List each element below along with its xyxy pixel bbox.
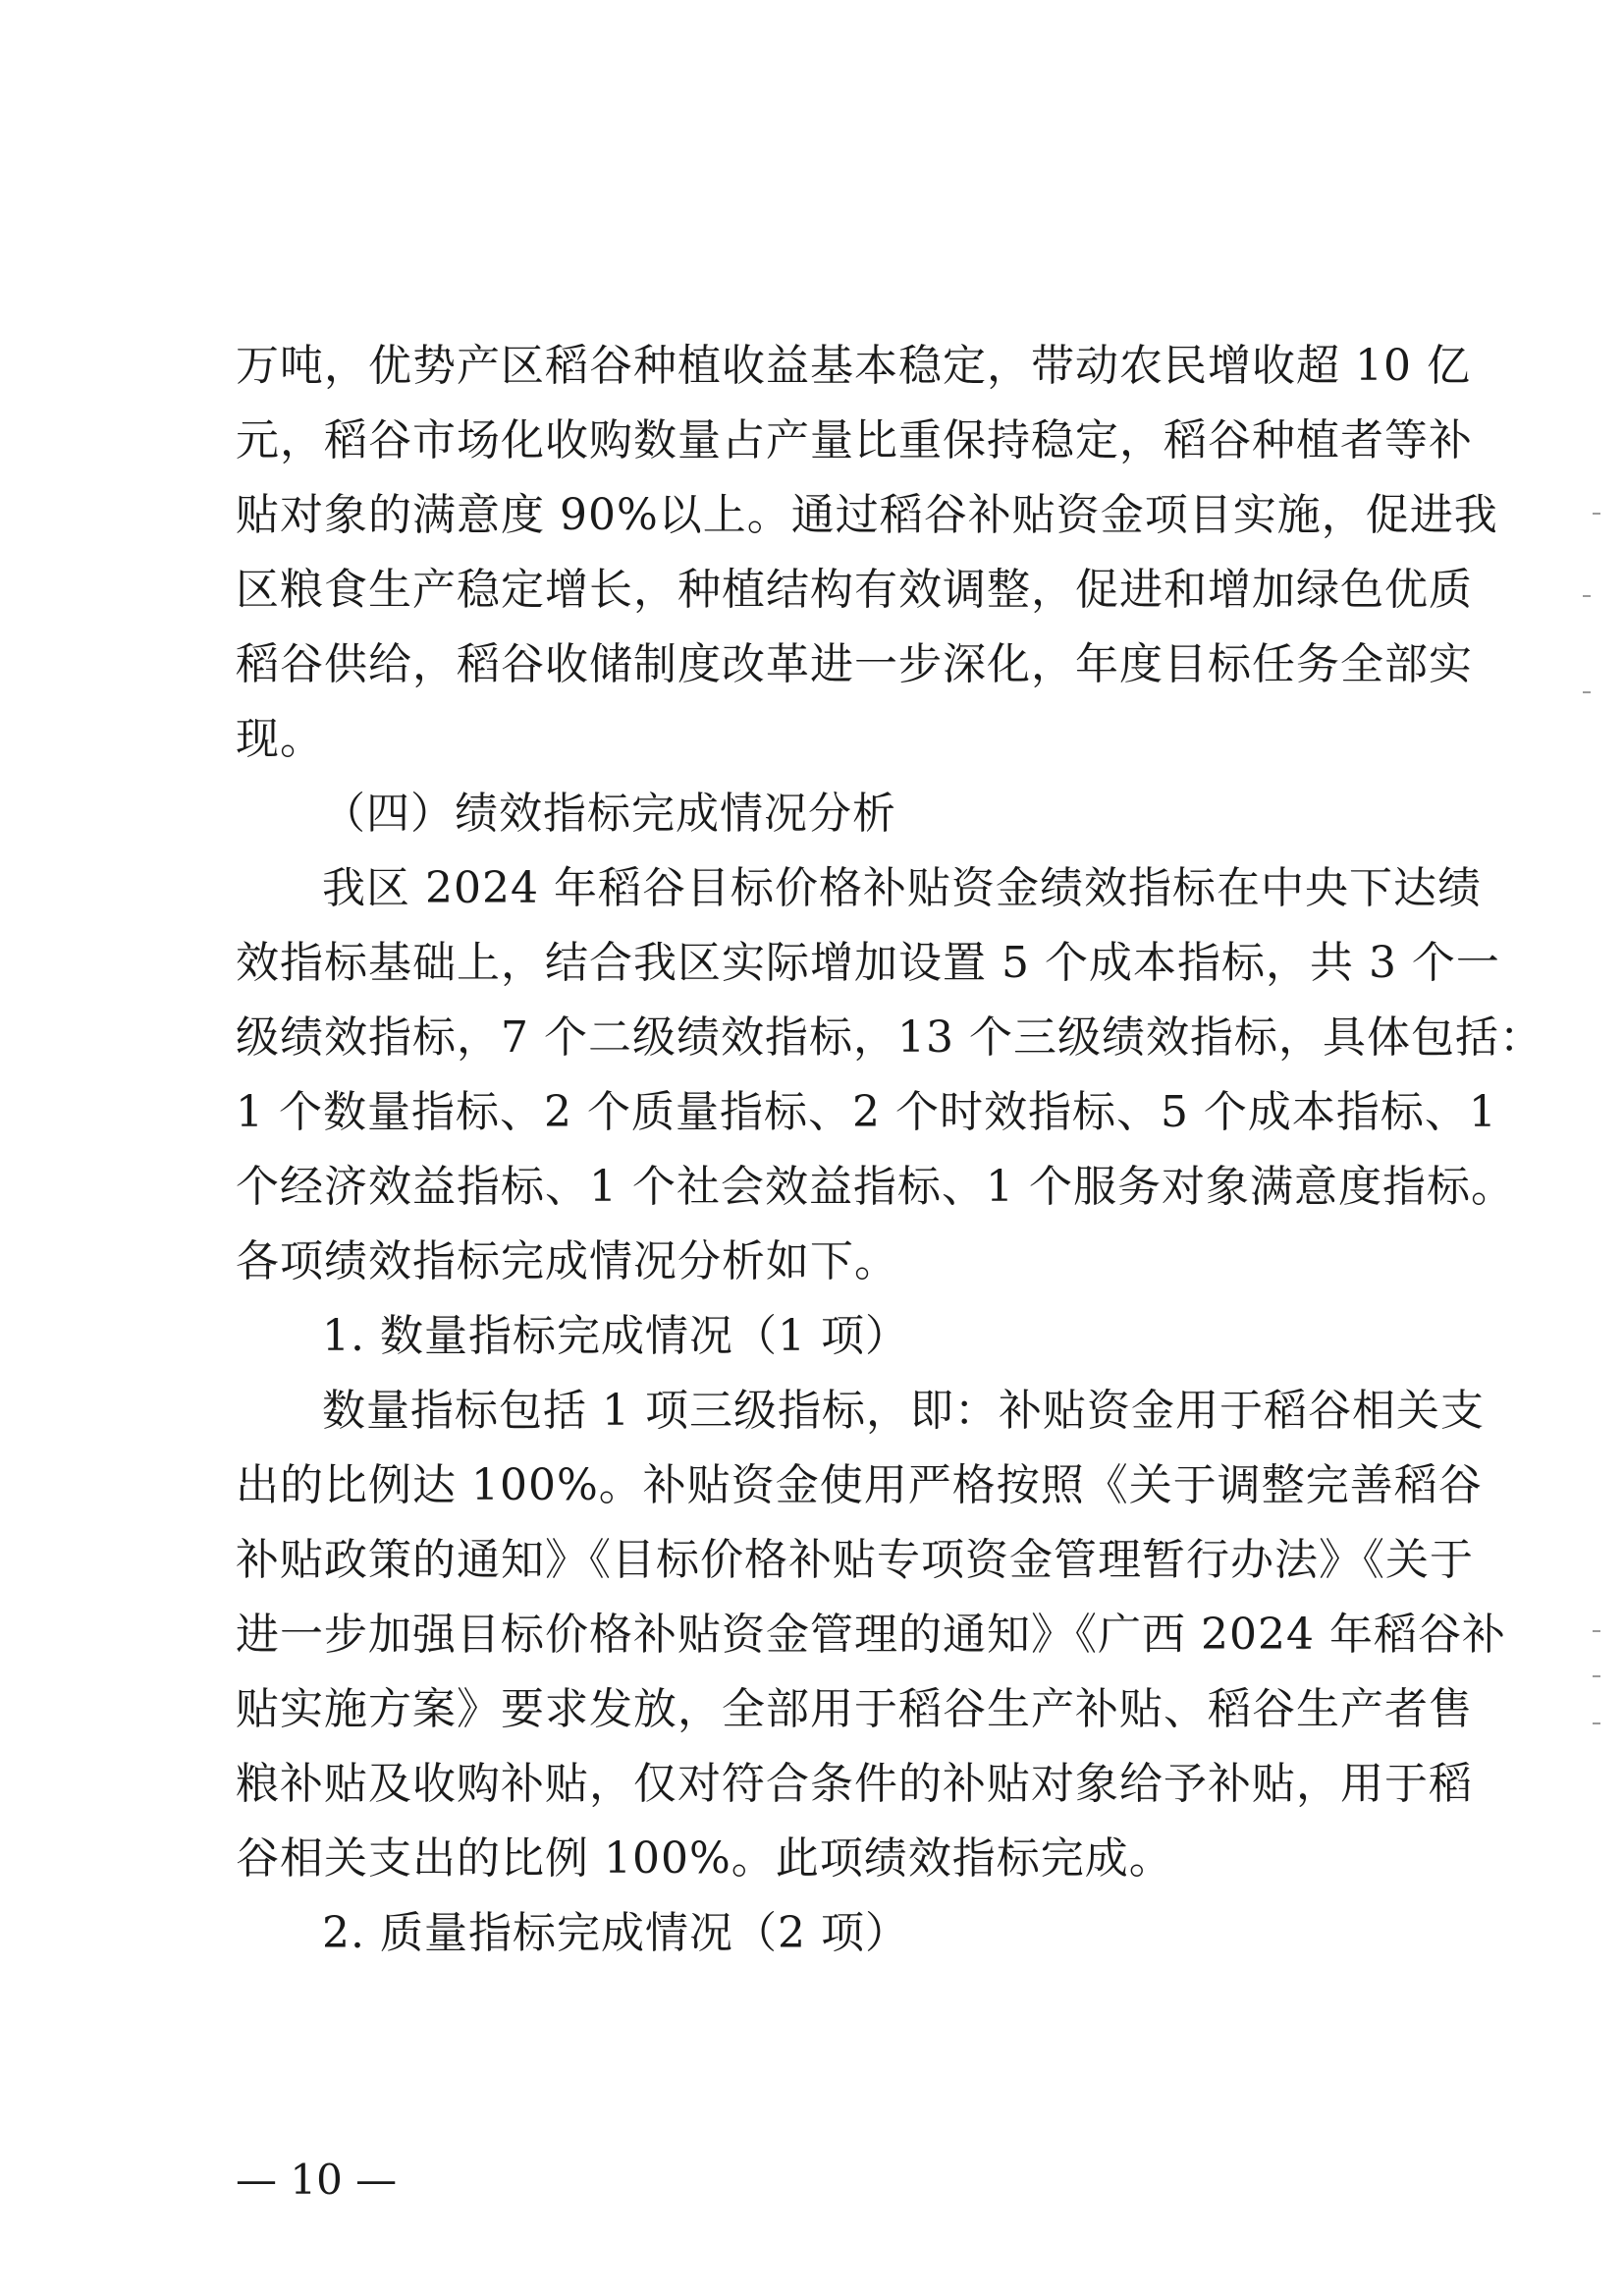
paragraph-line: 万吨，优势产区稻谷种植收益基本稳定，带动农民增收超 10 亿 xyxy=(236,341,1471,391)
scan-mark xyxy=(1583,595,1591,597)
paragraph-line: 各项绩效指标完成情况分析如下。 xyxy=(236,1236,898,1286)
paragraph-line: 效指标基础上，结合我区实际增加设置 5 个成本指标，共 3 个一 xyxy=(236,938,1500,988)
paragraph-line: 数量指标包括 1 项三级指标，即：补贴资金用于稻谷相关支 xyxy=(322,1386,1485,1436)
paragraph-line: 进一步加强目标价格补贴资金管理的通知》《广西 2024 年稻谷补 xyxy=(236,1610,1506,1660)
paragraph-line: 谷相关支出的比例 100%。此项绩效指标完成。 xyxy=(236,1833,1173,1884)
paragraph-line: 区粮食生产稳定增长，种植结构有效调整，促进和增加绿色优质 xyxy=(236,565,1473,615)
paragraph-line: 出的比例达 100%。补贴资金使用严格按照《关于调整完善稻谷 xyxy=(236,1460,1483,1510)
paragraph-line: 我区 2024 年稻谷目标价格补贴资金绩效指标在中央下达绩 xyxy=(322,863,1482,913)
scan-mark xyxy=(1583,691,1591,693)
paragraph-line: 粮补贴及收购补贴，仅对符合条件的补贴对象给予补贴，用于稻 xyxy=(236,1759,1473,1809)
paragraph-line: 个经济效益指标、1 个社会效益指标、1 个服务对象满意度指标。 xyxy=(236,1162,1515,1212)
scan-mark xyxy=(1593,513,1600,515)
section-heading: （四）绩效指标完成情况分析 xyxy=(322,789,896,839)
paragraph-line: 现。 xyxy=(236,714,324,764)
paragraph-line: 补贴政策的通知》《目标价格补贴专项资金管理暂行办法》《关于 xyxy=(236,1535,1474,1585)
scan-mark xyxy=(1593,1630,1600,1632)
scan-mark xyxy=(1593,1722,1600,1724)
scan-mark xyxy=(1593,1675,1600,1677)
paragraph-line: 1 个数量指标、2 个质量指标、2 个时效指标、5 个成本指标、1 xyxy=(236,1087,1497,1137)
subsection-heading: 2. 质量指标完成情况（2 项） xyxy=(322,1908,909,1958)
paragraph-line: 稻谷供给，稻谷收储制度改革进一步深化，年度目标任务全部实 xyxy=(236,639,1473,689)
subsection-heading: 1. 数量指标完成情况（1 项） xyxy=(322,1311,909,1361)
paragraph-line: 级绩效指标，7 个二级绩效指标，13 个三级绩效指标，具体包括： xyxy=(236,1012,1543,1063)
page-number: — 10 — xyxy=(236,2156,398,2204)
paragraph-line: 元，稻谷市场化收购数量占产量比重保持稳定，稻谷种植者等补 xyxy=(236,415,1473,465)
paragraph-line: 贴对象的满意度 90%以上。通过稻谷补贴资金项目实施，促进我 xyxy=(236,490,1498,540)
paragraph-line: 贴实施方案》要求发放，全部用于稻谷生产补贴、稻谷生产者售 xyxy=(236,1684,1473,1734)
